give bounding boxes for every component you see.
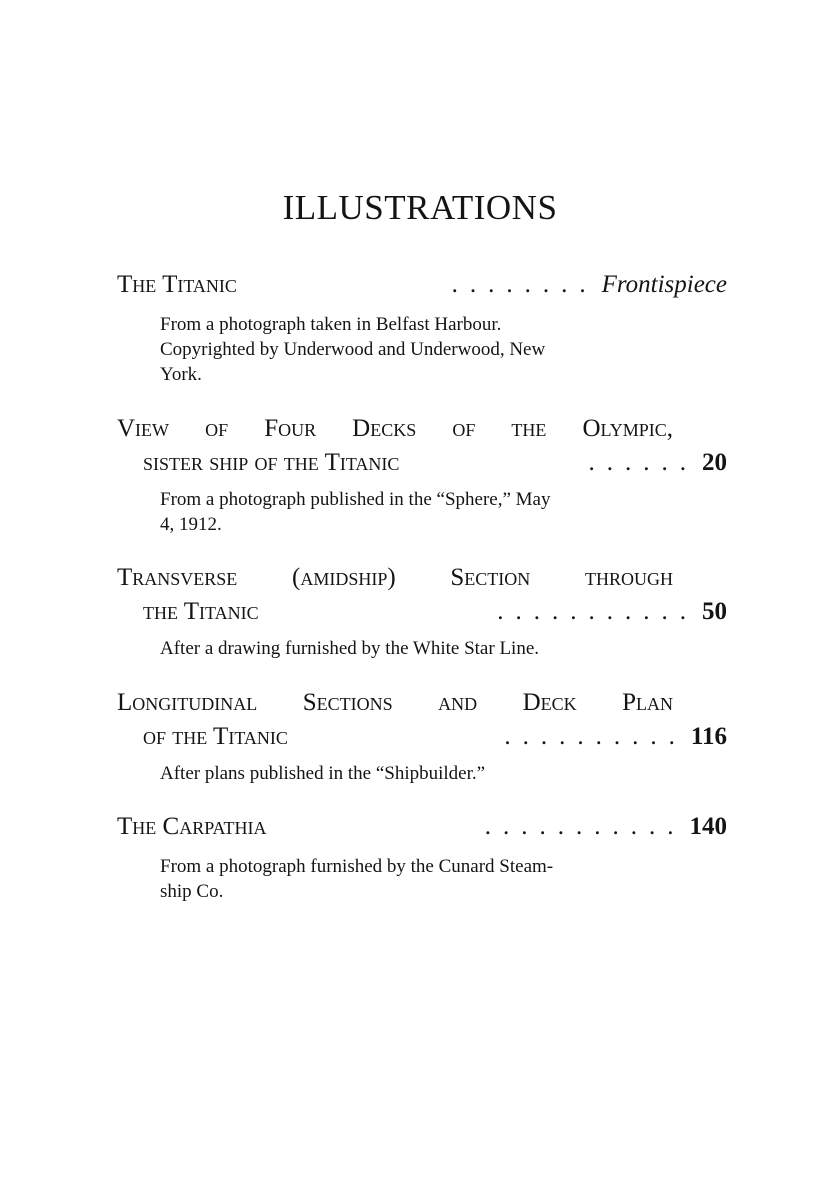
entry-transverse-title-line-2: [143, 595, 727, 629]
entry-description-line: From a photograph taken in Belfast Harbour.: [160, 314, 502, 335]
entry-olympic-title-line-1: [117, 412, 673, 446]
entry-title-continued: sister ship of the Titanic: [143, 449, 400, 476]
entry-page: 116: [690, 723, 727, 750]
entry-page: 50: [702, 598, 727, 625]
entry-description-line: From a photograph published in the “Sphere,” May: [160, 489, 551, 510]
entry-longitudinal-title-line-1: [117, 686, 673, 720]
entry-title: The Carpathia: [117, 813, 267, 840]
entry-longitudinal-title-line-2: [143, 720, 727, 754]
entry-title: View of Four Decks of the Olympic,: [117, 415, 673, 442]
entry-title-continued: the Titanic: [143, 598, 259, 625]
entry-page: 140: [689, 813, 727, 840]
entry-description-line: After a drawing furnished by the White Star Line.: [160, 638, 540, 659]
page-title: ILLUSTRATIONS: [282, 188, 558, 227]
entry-transverse-title-line-1: [117, 561, 673, 595]
entry-description-line: 4, 1912.: [160, 514, 222, 535]
entry-page: 20: [702, 449, 727, 476]
dot-leader: ......: [588, 449, 698, 476]
dot-leader: ...........: [497, 598, 698, 625]
dot-leader: ...........: [484, 813, 686, 840]
entry-carpathia-title-line: [117, 810, 727, 844]
entry-page: Frontispiece: [601, 271, 727, 298]
entry-description-line: ship Co.: [160, 881, 224, 902]
entry-description-line: Copyrighted by Underwood and Underwood, New: [160, 339, 546, 360]
entry-description-line: After plans published in the “Shipbuilder.”: [160, 763, 486, 784]
entry-title: The Titanic: [117, 271, 237, 298]
dot-leader: ..........: [504, 723, 687, 750]
entry-olympic-title-line-2: [143, 446, 727, 480]
dot-leader: ........: [451, 271, 598, 298]
entry-description-line: From a photograph furnished by the Cunard Steam-: [160, 856, 554, 877]
entry-description-line: York.: [160, 364, 202, 385]
entry-title: Transverse (amidship) Section through: [117, 564, 673, 591]
entry-title-continued: of the Titanic: [143, 723, 288, 750]
entry-titanic-title-line: [117, 268, 727, 302]
entry-title: Longitudinal Sections and Deck Plan: [117, 689, 673, 716]
